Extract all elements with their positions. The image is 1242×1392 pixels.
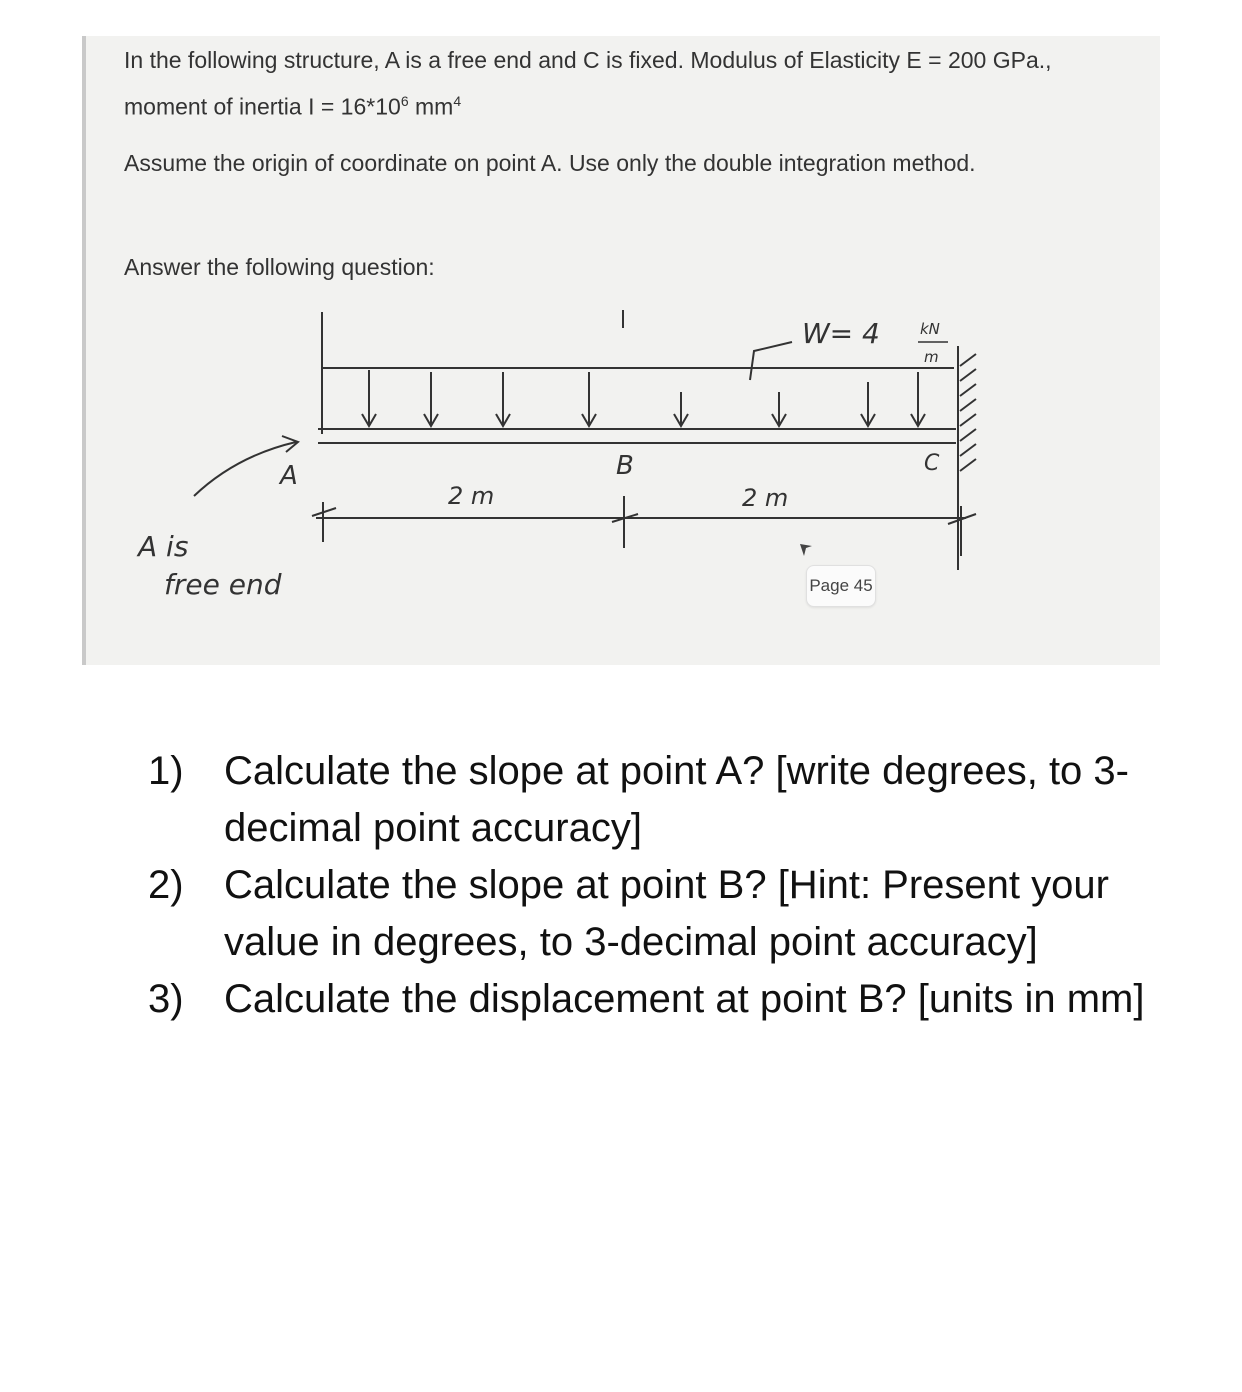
load-arrows bbox=[362, 370, 925, 426]
span-ab-label: 2 m bbox=[448, 482, 495, 510]
point-b-label: B bbox=[616, 451, 634, 481]
load-unit-num: kN bbox=[920, 320, 940, 338]
point-a-label: A bbox=[280, 461, 298, 491]
question-text: Calculate the displacement at point B? [units in mm] bbox=[224, 977, 1145, 1021]
point-c-label: C bbox=[924, 451, 940, 476]
beam-diagram bbox=[86, 36, 1160, 665]
load-leader bbox=[750, 342, 792, 380]
question-item bbox=[148, 857, 1178, 971]
note-line1: A is bbox=[138, 530, 189, 563]
problem-assumption: Assume the origin of coordinate on point A. Use only the double integration method. bbox=[124, 150, 976, 176]
question-item bbox=[148, 743, 1178, 857]
question-number: 3) bbox=[148, 977, 184, 1021]
cursor-icon bbox=[800, 544, 812, 556]
load-label: W= 4 bbox=[802, 317, 880, 350]
span-bc-label: 2 m bbox=[742, 484, 789, 512]
question-number: 1) bbox=[148, 749, 184, 793]
question-list bbox=[148, 743, 1178, 1028]
question-text: Calculate the slope at point B? [Hint: Present your value in degrees, to 3-decimal point accuracy] bbox=[224, 863, 1109, 964]
note-line2: free end bbox=[164, 568, 282, 601]
problem-screenshot bbox=[82, 36, 1160, 665]
page-number-badge: Page 45 bbox=[806, 565, 876, 607]
question-number: 2) bbox=[148, 863, 184, 907]
dimension-line bbox=[312, 496, 976, 556]
load-unit-den: m bbox=[924, 348, 939, 366]
problem-prompt: Answer the following question: bbox=[124, 254, 435, 280]
question-text: Calculate the slope at point A? [write degrees, to 3-decimal point accuracy] bbox=[224, 749, 1129, 850]
question-item bbox=[148, 971, 1178, 1028]
problem-intro: In the following structure, A is a free end and C is fixed. Modulus of Elasticity E = 200 GPa., moment of inertia $I = 16*10^6$ $mm^4$ bbox=[124, 47, 1052, 120]
beam bbox=[318, 429, 956, 443]
